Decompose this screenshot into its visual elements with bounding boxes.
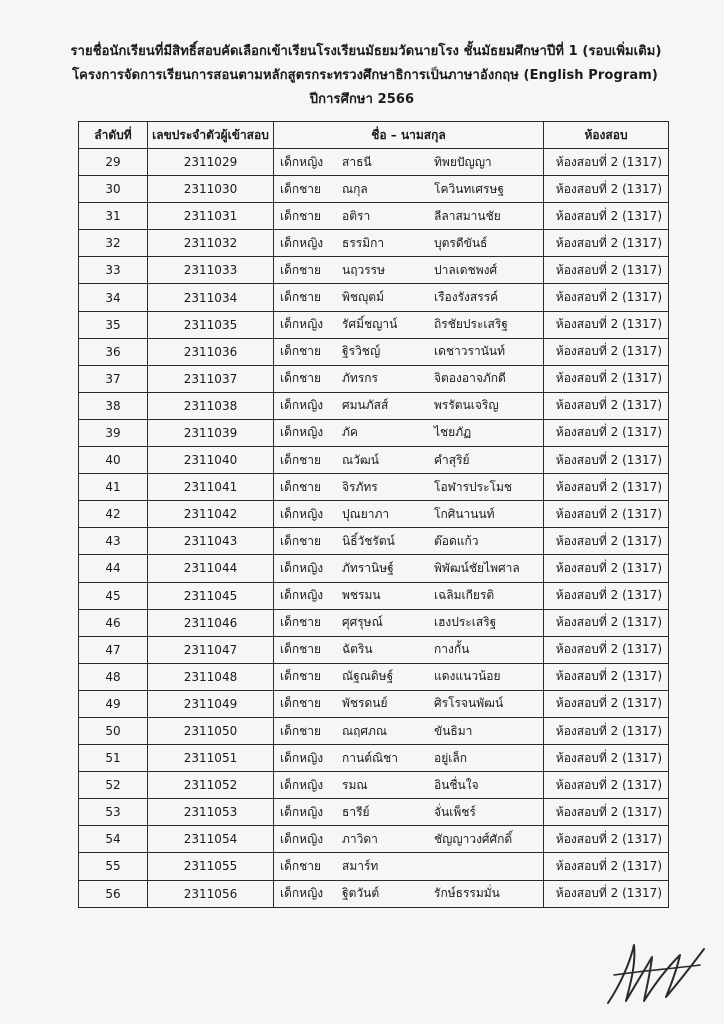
candidate-id: 2311032 [148, 230, 274, 257]
row-number: 43 [79, 528, 148, 555]
candidate-id: 2311052 [148, 772, 274, 799]
candidate-name [274, 745, 544, 772]
first-name: รัศมิ์ชญาน์ [342, 317, 398, 332]
first-name: ณัฐณดิษฐ์ [342, 669, 394, 684]
exam-room: ห้องสอบที่ 2 (1317) [544, 745, 669, 772]
name-title: เด็กหญิง [280, 588, 324, 603]
candidate-name [274, 880, 544, 907]
first-name: ปุณยาภา [342, 506, 390, 521]
exam-room: ห้องสอบที่ 2 (1317) [544, 609, 669, 636]
exam-room: ห้องสอบที่ 2 (1317) [544, 365, 669, 392]
first-name: พัชรดนย์ [342, 696, 388, 711]
name-title: เด็กหญิง [280, 425, 324, 440]
last-name: เดชาวรานันท์ [434, 344, 506, 359]
candidate-name [274, 230, 544, 257]
candidate-name [274, 257, 544, 284]
row-number: 37 [79, 365, 148, 392]
last-name: ถิรชัยประเสริฐ [434, 317, 508, 332]
row-number: 55 [79, 853, 148, 880]
candidate-id: 2311034 [148, 284, 274, 311]
candidate-name [274, 203, 544, 230]
document-heading [0, 40, 724, 112]
table-row [79, 392, 669, 419]
name-title: เด็กชาย [280, 858, 322, 873]
candidate-id: 2311029 [148, 149, 274, 176]
first-name: ฐิตวันต์ [342, 886, 380, 901]
row-number: 41 [79, 474, 148, 501]
row-number: 52 [79, 772, 148, 799]
first-name: ธรรมิกา [342, 235, 385, 250]
candidate-name [274, 419, 544, 446]
candidate-name [274, 176, 544, 203]
name-title: เด็กชาย [280, 290, 322, 305]
exam-room: ห้องสอบที่ 2 (1317) [544, 501, 669, 528]
first-name: กานต์ณิชา [342, 750, 399, 765]
table-row [79, 609, 669, 636]
exam-room: ห้องสอบที่ 2 (1317) [544, 663, 669, 690]
exam-room: ห้องสอบที่ 2 (1317) [544, 772, 669, 799]
table-row [79, 474, 669, 501]
candidate-name [274, 826, 544, 853]
table-row [79, 555, 669, 582]
row-number: 44 [79, 555, 148, 582]
row-number: 45 [79, 582, 148, 609]
row-number: 34 [79, 284, 148, 311]
candidate-name [274, 853, 544, 880]
first-name: นิธิ์วัชรัตน์ [342, 533, 395, 548]
first-name: พชรมน [342, 588, 381, 603]
candidate-id: 2311045 [148, 582, 274, 609]
row-number: 48 [79, 663, 148, 690]
exam-room: ห้องสอบที่ 2 (1317) [544, 717, 669, 744]
last-name: ลีลาสมานชัย [434, 208, 501, 223]
last-name: เฉลิมเกียรติ [434, 588, 495, 603]
exam-room: ห้องสอบที่ 2 (1317) [544, 555, 669, 582]
row-number: 35 [79, 311, 148, 338]
row-number: 54 [79, 826, 148, 853]
exam-room: ห้องสอบที่ 2 (1317) [544, 853, 669, 880]
name-title: เด็กชาย [280, 696, 322, 711]
candidate-id: 2311056 [148, 880, 274, 907]
candidate-name [274, 284, 544, 311]
candidate-id: 2311046 [148, 609, 274, 636]
heading-line-2: โครงการจัดการเรียนการสอนตามหลักสูตรกระทรวงศึกษาธิการเป็นภาษาอังกฤษ (English Program) [72, 68, 658, 83]
last-name: พรรัตนเจริญ [434, 398, 499, 413]
row-number: 39 [79, 419, 148, 446]
candidate-name [274, 474, 544, 501]
exam-room: ห้องสอบที่ 2 (1317) [544, 799, 669, 826]
candidate-id: 2311054 [148, 826, 274, 853]
table-row [79, 419, 669, 446]
table-row [79, 853, 669, 880]
candidate-id: 2311050 [148, 717, 274, 744]
row-number: 49 [79, 690, 148, 717]
table-row [79, 745, 669, 772]
table-row [79, 284, 669, 311]
table-row [79, 203, 669, 230]
exam-room: ห้องสอบที่ 2 (1317) [544, 338, 669, 365]
candidate-id: 2311044 [148, 555, 274, 582]
table-row [79, 447, 669, 474]
first-name: พิชญุตม์ [342, 290, 384, 305]
name-title: เด็กชาย [280, 533, 322, 548]
name-title: เด็กชาย [280, 479, 322, 494]
name-title: เด็กหญิง [280, 804, 324, 819]
candidate-id: 2311031 [148, 203, 274, 230]
candidate-id: 2311033 [148, 257, 274, 284]
first-name: ศมนภัสส์ [342, 398, 389, 413]
table-row [79, 149, 669, 176]
table-header-row [79, 122, 669, 149]
table-body [79, 149, 669, 908]
candidate-name [274, 528, 544, 555]
table-row [79, 338, 669, 365]
name-title: เด็กหญิง [280, 235, 324, 250]
first-name: ณฤศภณ [342, 723, 388, 738]
name-title: เด็กชาย [280, 262, 322, 277]
first-name: ฉัตริน [342, 642, 373, 657]
last-name: ศิรโรจนพัฒน์ [434, 696, 504, 711]
table-row [79, 880, 669, 907]
name-title: เด็กหญิง [280, 886, 324, 901]
exam-room: ห้องสอบที่ 2 (1317) [544, 149, 669, 176]
first-name: นฤวรรษ [342, 262, 386, 277]
last-name: โควินทเศรษฐ [434, 181, 505, 196]
candidate-name [274, 447, 544, 474]
row-number: 29 [79, 149, 148, 176]
candidate-id: 2311042 [148, 501, 274, 528]
first-name: ณกุล [342, 181, 368, 196]
last-name: โอฬารประโมช [434, 479, 513, 494]
name-title: เด็กหญิง [280, 317, 324, 332]
name-title: เด็กหญิง [280, 398, 324, 413]
first-name: ภัทรานิษฐ์ [342, 560, 394, 575]
exam-room: ห้องสอบที่ 2 (1317) [544, 636, 669, 663]
header-id: เลขประจำตัวผู้เข้าสอบ [148, 122, 274, 149]
table-row [79, 257, 669, 284]
last-name: พิพัฒน์ชัยไพศาล [434, 560, 520, 575]
table-row [79, 772, 669, 799]
table-row [79, 717, 669, 744]
first-name: ธารีย์ [342, 804, 370, 819]
name-title: เด็กชาย [280, 371, 322, 386]
last-name: ต๊อดแก้ว [434, 533, 479, 548]
last-name: ชัญญาวงศ์ศักดิ์ [434, 831, 513, 846]
table-row [79, 663, 669, 690]
candidate-id: 2311053 [148, 799, 274, 826]
candidate-name [274, 609, 544, 636]
row-number: 38 [79, 392, 148, 419]
table-row [79, 799, 669, 826]
row-number: 40 [79, 447, 148, 474]
last-name: เรืองรังสรรค์ [434, 290, 499, 305]
exam-room: ห้องสอบที่ 2 (1317) [544, 826, 669, 853]
candidate-id: 2311048 [148, 663, 274, 690]
header-room: ห้องสอบ [544, 122, 669, 149]
candidate-id: 2311043 [148, 528, 274, 555]
candidate-name [274, 311, 544, 338]
last-name: คำสุริย์ [434, 452, 470, 467]
table-row [79, 582, 669, 609]
first-name: อติรา [342, 208, 371, 223]
exam-room: ห้องสอบที่ 2 (1317) [544, 419, 669, 446]
exam-room: ห้องสอบที่ 2 (1317) [544, 392, 669, 419]
exam-room: ห้องสอบที่ 2 (1317) [544, 880, 669, 907]
name-title: เด็กหญิง [280, 777, 324, 792]
candidate-name [274, 365, 544, 392]
last-name: บุตรดีขันธ์ [434, 235, 488, 250]
name-title: เด็กหญิง [280, 750, 324, 765]
exam-room: ห้องสอบที่ 2 (1317) [544, 474, 669, 501]
name-title: เด็กหญิง [280, 560, 324, 575]
name-title: เด็กชาย [280, 615, 322, 630]
exam-room: ห้องสอบที่ 2 (1317) [544, 284, 669, 311]
name-title: เด็กหญิง [280, 506, 324, 521]
name-title: เด็กชาย [280, 208, 322, 223]
row-number: 53 [79, 799, 148, 826]
exam-room: ห้องสอบที่ 2 (1317) [544, 528, 669, 555]
first-name: ภัทรกร [342, 371, 378, 386]
name-title: เด็กชาย [280, 181, 322, 196]
row-number: 47 [79, 636, 148, 663]
heading-line-1: รายชื่อนักเรียนที่มีสิทธิ์สอบคัดเลือกเข้าเรียนโรงเรียนมัธยมวัดนายโรง ชั้นมัธยมศึกษาปีที่ 1 (รอบเพิ่มเติม) [70, 44, 662, 59]
candidate-name [274, 338, 544, 365]
name-title: เด็กชาย [280, 344, 322, 359]
last-name: โกศินานนท์ [434, 506, 495, 521]
row-number: 36 [79, 338, 148, 365]
last-name: แดงแนวน้อย [434, 669, 501, 684]
row-number: 51 [79, 745, 148, 772]
row-number: 56 [79, 880, 148, 907]
candidate-name [274, 663, 544, 690]
last-name: ขันธิมา [434, 723, 473, 738]
last-name: ปาลเดชพงศ์ [434, 262, 498, 277]
table-row [79, 501, 669, 528]
name-title: เด็กชาย [280, 642, 322, 657]
first-name: สมาร์ท [342, 858, 379, 873]
last-name: จั่นเพ็ชร์ [434, 804, 476, 819]
exam-room: ห้องสอบที่ 2 (1317) [544, 447, 669, 474]
exam-room: ห้องสอบที่ 2 (1317) [544, 311, 669, 338]
header-no: ลำดับที่ [79, 122, 148, 149]
row-number: 46 [79, 609, 148, 636]
name-title: เด็กหญิง [280, 831, 324, 846]
last-name: กางกั้น [434, 642, 470, 657]
row-number: 50 [79, 717, 148, 744]
first-name: ศุศรุษณ์ [342, 615, 383, 630]
table-row [79, 528, 669, 555]
candidate-id: 2311038 [148, 392, 274, 419]
table-row [79, 690, 669, 717]
candidate-name [274, 555, 544, 582]
table-row [79, 230, 669, 257]
exam-room: ห้องสอบที่ 2 (1317) [544, 257, 669, 284]
table-row [79, 826, 669, 853]
row-number: 31 [79, 203, 148, 230]
candidate-id: 2311049 [148, 690, 274, 717]
name-title: เด็กชาย [280, 723, 322, 738]
candidate-id: 2311051 [148, 745, 274, 772]
table-row [79, 636, 669, 663]
first-name: ภาวิดา [342, 831, 378, 846]
candidate-name [274, 392, 544, 419]
first-name: ฐิรวิชญ์ [342, 344, 381, 359]
row-number: 30 [79, 176, 148, 203]
exam-room: ห้องสอบที่ 2 (1317) [544, 230, 669, 257]
last-name: จิตองอาจภักดี [434, 371, 506, 386]
first-name: จิรภัทร [342, 479, 378, 494]
candidate-name [274, 690, 544, 717]
last-name: อยู่เล็ก [434, 750, 467, 765]
name-title: เด็กชาย [280, 452, 322, 467]
candidate-name [274, 636, 544, 663]
first-name: สาธนี [342, 154, 372, 169]
heading-line-3: ปีการศึกษา 2566 [309, 92, 415, 107]
candidate-name [274, 717, 544, 744]
signature-mark [600, 935, 710, 1010]
candidate-name [274, 149, 544, 176]
row-number: 42 [79, 501, 148, 528]
first-name: รมณ [342, 777, 368, 792]
header-name: ชื่อ – นามสกุล [274, 122, 544, 149]
table-row [79, 365, 669, 392]
last-name: รักษ์ธรรมมั่น [434, 886, 500, 901]
candidate-name [274, 772, 544, 799]
first-name: ณวัฒน์ [342, 452, 379, 467]
candidate-id: 2311039 [148, 419, 274, 446]
candidate-table [78, 121, 669, 908]
row-number: 33 [79, 257, 148, 284]
candidate-id: 2311040 [148, 447, 274, 474]
candidate-name [274, 582, 544, 609]
table-row [79, 311, 669, 338]
candidate-id: 2311037 [148, 365, 274, 392]
last-name: เฮงประเสริฐ [434, 615, 497, 630]
candidate-name [274, 501, 544, 528]
exam-room: ห้องสอบที่ 2 (1317) [544, 690, 669, 717]
candidate-id: 2311030 [148, 176, 274, 203]
exam-room: ห้องสอบที่ 2 (1317) [544, 582, 669, 609]
last-name: ทิพยปัญญา [434, 154, 492, 169]
last-name: อินชื่นใจ [434, 777, 479, 792]
candidate-id: 2311041 [148, 474, 274, 501]
candidate-id: 2311055 [148, 853, 274, 880]
candidate-id: 2311036 [148, 338, 274, 365]
candidate-id: 2311047 [148, 636, 274, 663]
candidate-name [274, 799, 544, 826]
exam-room: ห้องสอบที่ 2 (1317) [544, 176, 669, 203]
last-name: ไชยภัฏ [434, 425, 472, 440]
row-number: 32 [79, 230, 148, 257]
candidate-id: 2311035 [148, 311, 274, 338]
first-name: ภัค [342, 425, 358, 440]
exam-room: ห้องสอบที่ 2 (1317) [544, 203, 669, 230]
table-row [79, 176, 669, 203]
name-title: เด็กหญิง [280, 154, 324, 169]
name-title: เด็กชาย [280, 669, 322, 684]
